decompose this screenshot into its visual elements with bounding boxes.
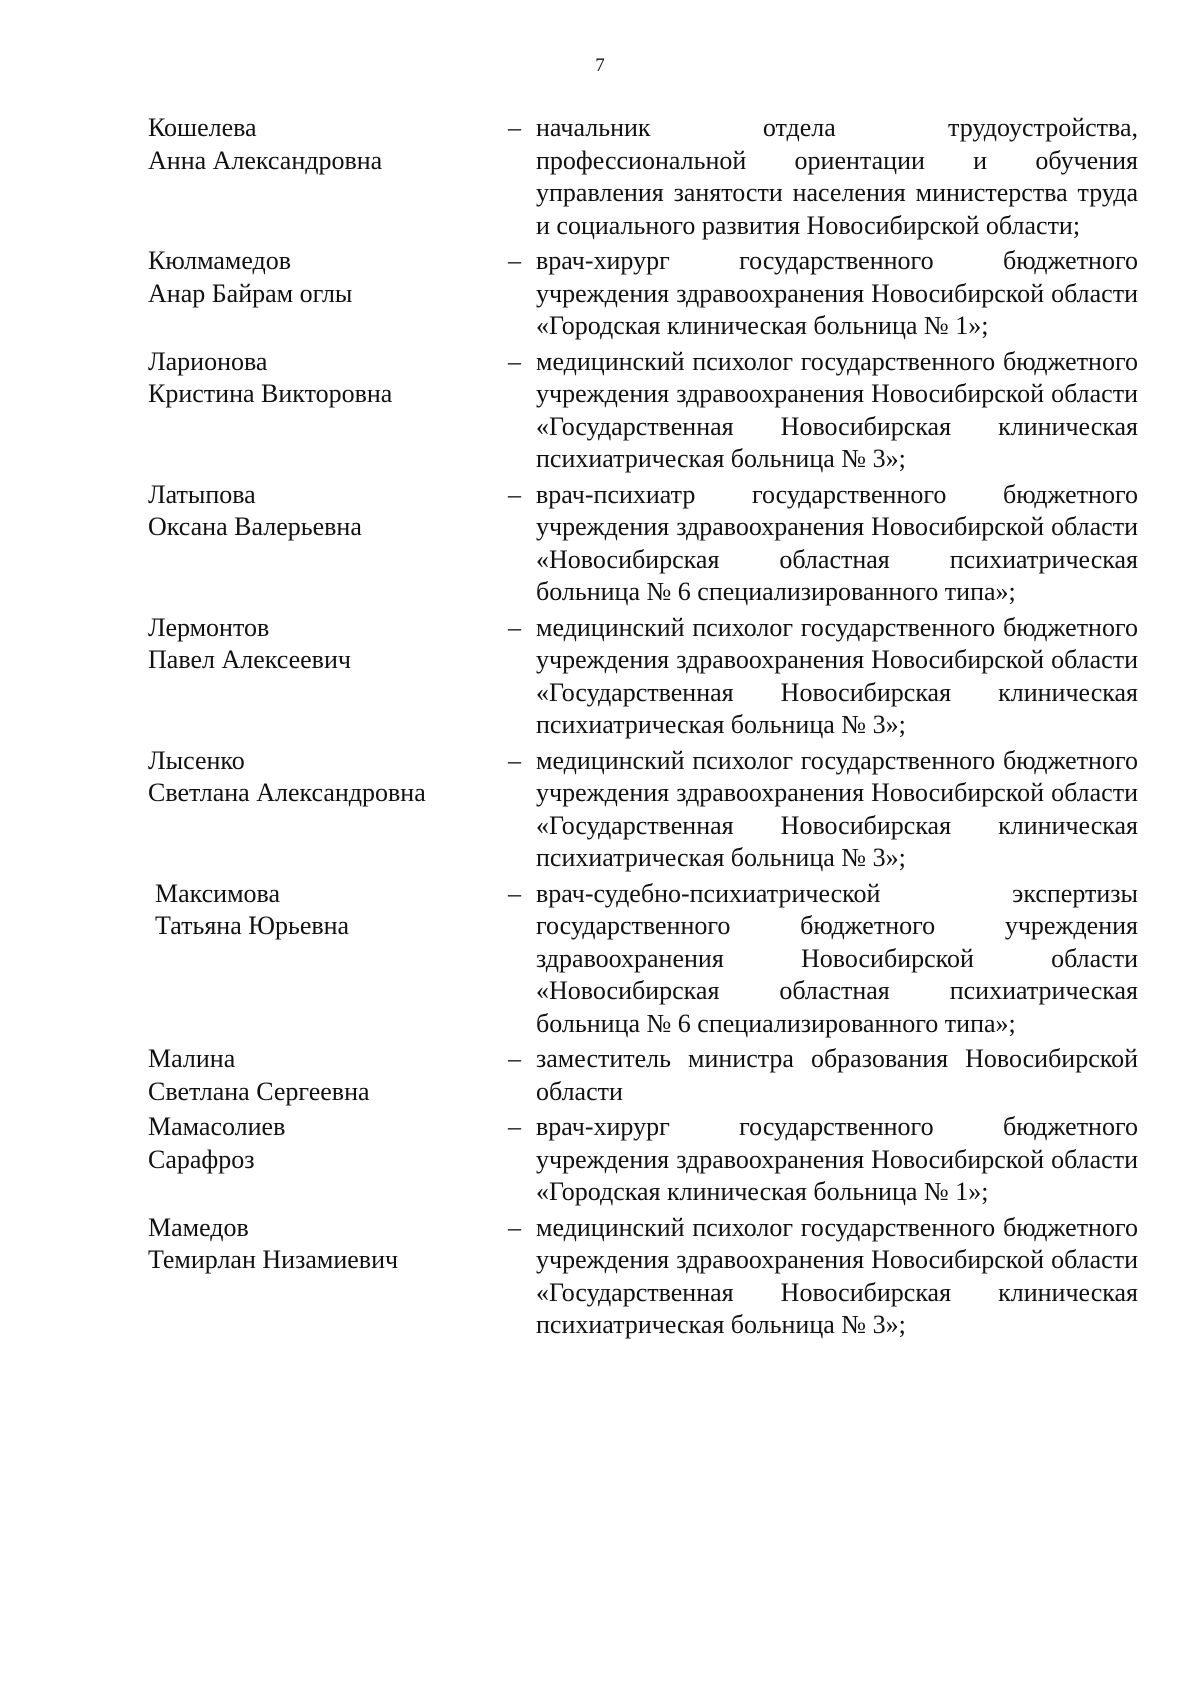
page-number: 7 [595,55,605,76]
member-name [148,878,508,1041]
member-surname: Лермонтов [148,612,270,642]
list-item [148,1212,1138,1342]
member-name [148,1043,508,1108]
member-given-name: Анар Байрам оглы [148,278,353,308]
list-item [148,745,1138,875]
member-role: врач-судебно-психиатрической экспертизы государственного бюджетного учреждения здравоохранения Новосибирской области «Новосибирская областная психиатрическая больница № 6 специализированного типа»; [536,878,1138,1038]
member-given-name: Сарафроз [148,1144,255,1174]
dash-separator: – [508,246,521,275]
member-name [148,1111,508,1209]
dash-separator: – [508,1212,521,1242]
member-role: врач-психиатр государственного бюджетного учреждения здравоохранения Новосибирской области «Новосибирская областная психиатрическая больница № 6 специализированного типа»; [536,479,1138,606]
member-role: врач-хирург государственного бюджетного учреждения здравоохранения Новосибирской области «Городская клиническая больница № 1»; [536,1112,1138,1206]
member-given-name: Светлана Александровна [148,778,426,807]
member-name [148,1212,508,1342]
list-item [148,479,1138,609]
dash-separator: – [508,612,521,642]
member-given-name: Анна Александровна [148,145,383,175]
member-name [148,245,508,343]
list-item [148,1111,1138,1209]
member-name [148,112,508,242]
dash-separator: – [508,1112,521,1141]
member-name [148,745,508,875]
dash-separator: – [508,878,521,908]
list-item [148,245,1138,343]
member-surname: Латыпова [148,479,256,509]
member-list [148,112,1138,1345]
member-surname: Максимова [155,878,281,908]
list-item [148,878,1138,1041]
member-role: медицинский психолог государственного бюджетного учреждения здравоохранения Новосибирской области «Государственная Новосибирская клиническая психиатрическая больница № 3»; [536,612,1138,739]
dash-separator: – [508,479,521,509]
member-given-name: Кристина Викторовна [148,379,393,408]
member-role: медицинский психолог государственного бюджетного учреждения здравоохранения Новосибирской области «Государственная Новосибирская клиническая психиатрическая больница № 3»; [536,346,1138,473]
list-item [148,112,1138,242]
member-name [148,346,508,476]
member-name [148,479,508,609]
member-name [148,612,508,742]
member-given-name: Татьяна Юрьевна [155,911,350,940]
dash-separator: – [508,745,521,775]
dash-separator: – [508,113,521,142]
member-surname: Лысенко [148,745,245,775]
member-given-name: Светлана Сергеевна [148,1076,370,1106]
member-role: медицинский психолог государственного бюджетного учреждения здравоохранения Новосибирской области «Государственная Новосибирская клиническая психиатрическая больница № 3»; [536,745,1138,872]
list-item [148,346,1138,476]
member-role: медицинский психолог государственного бюджетного учреждения здравоохранения Новосибирской области «Государственная Новосибирская клиническая психиатрическая больница № 3»; [536,1212,1138,1339]
member-given-name: Оксана Валерьевна [148,512,362,541]
member-surname: Кюлмамедов [148,246,292,275]
member-given-name: Темирлан Низамиевич [148,1245,399,1274]
member-surname: Малина [148,1044,236,1073]
member-role: начальник отдела трудоустройства, профессиональной ориентации и обучения управления занятости населения министерства труда и социального развития Новосибирской области; [536,113,1138,240]
dash-separator: – [508,346,521,376]
member-role: заместитель министра образования Новосибирской области [536,1044,1138,1106]
member-surname: Ларионова [148,346,268,376]
list-item [148,612,1138,742]
list-item [148,1043,1138,1108]
member-surname: Мамасолиев [148,1112,286,1141]
member-role: врач-хирург государственного бюджетного учреждения здравоохранения Новосибирской области «Городская клиническая больница № 1»; [536,246,1138,340]
member-surname: Кошелева [148,113,257,142]
dash-separator: – [508,1044,521,1073]
member-given-name: Павел Алексеевич [148,645,351,674]
member-surname: Мамедов [148,1212,249,1242]
